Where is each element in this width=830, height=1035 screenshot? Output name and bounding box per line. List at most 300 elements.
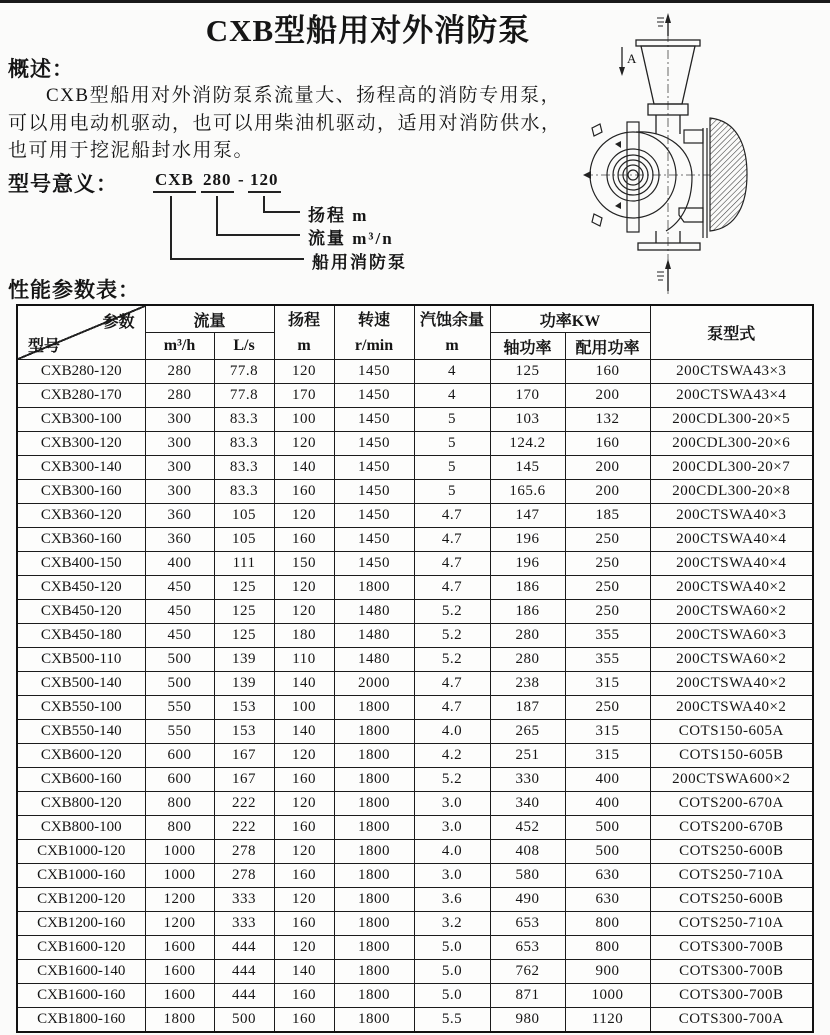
cell-flow-ls: 111 — [214, 552, 274, 576]
cell-rated-power: 315 — [565, 672, 650, 696]
cell-model: CXB1800-160 — [17, 1008, 145, 1033]
cell-head: 140 — [274, 960, 334, 984]
cell-flow-ls: 139 — [214, 648, 274, 672]
header-head-label: 扬程 — [288, 311, 321, 329]
cell-model: CXB1000-160 — [17, 864, 145, 888]
cell-shaft-power: 280 — [490, 648, 565, 672]
cell-pump-type: COTS300-700B — [650, 960, 813, 984]
volute-casing — [590, 122, 692, 232]
cell-flow-m3h: 300 — [145, 456, 214, 480]
cell-speed: 1800 — [334, 1008, 414, 1033]
table-row — [17, 864, 813, 888]
cell-head: 100 — [274, 408, 334, 432]
table-row — [17, 648, 813, 672]
cell-head: 120 — [274, 576, 334, 600]
cell-npsh: 4.7 — [414, 672, 490, 696]
cell-rated-power: 630 — [565, 888, 650, 912]
cell-shaft-power: 408 — [490, 840, 565, 864]
cell-rated-power: 1120 — [565, 1008, 650, 1033]
cell-flow-m3h: 1000 — [145, 864, 214, 888]
cell-rated-power: 500 — [565, 816, 650, 840]
cell-npsh: 3.0 — [414, 816, 490, 840]
cell-flow-ls: 125 — [214, 600, 274, 624]
cell-pump-type: COTS300-700B — [650, 936, 813, 960]
header-flow-m3h: m³/h — [145, 333, 214, 360]
cell-flow-m3h: 1800 — [145, 1008, 214, 1033]
cell-head: 140 — [274, 456, 334, 480]
table-row — [17, 600, 813, 624]
cell-head: 120 — [274, 840, 334, 864]
cell-shaft-power: 125 — [490, 360, 565, 384]
cell-pump-type: COTS200-670A — [650, 792, 813, 816]
cell-npsh: 5 — [414, 480, 490, 504]
cell-speed: 1450 — [334, 360, 414, 384]
model-code-separator: - — [238, 170, 245, 189]
table-row — [17, 768, 813, 792]
cell-shaft-power: 490 — [490, 888, 565, 912]
header-npsh-unit: m — [445, 336, 459, 354]
header-pump-type: 泵型式 — [650, 305, 813, 360]
outlet-arrow-icon — [657, 13, 671, 36]
table-row — [17, 744, 813, 768]
cell-npsh: 5.0 — [414, 960, 490, 984]
cell-flow-ls: 83.3 — [214, 480, 274, 504]
cell-rated-power: 250 — [565, 552, 650, 576]
cell-speed: 1800 — [334, 888, 414, 912]
cell-head: 140 — [274, 672, 334, 696]
pump-drawing — [570, 0, 830, 300]
cell-speed: 1800 — [334, 792, 414, 816]
cell-flow-ls: 500 — [214, 1008, 274, 1033]
label-marine-fire-pump: 船用消防泵 — [312, 253, 407, 272]
cell-npsh: 5.2 — [414, 600, 490, 624]
cell-model: CXB300-100 — [17, 408, 145, 432]
cell-flow-m3h: 450 — [145, 600, 214, 624]
cell-flow-ls: 153 — [214, 720, 274, 744]
cell-head: 170 — [274, 384, 334, 408]
label-flow-m3n: 流量 m³/n — [308, 229, 394, 248]
table-row — [17, 576, 813, 600]
cell-shaft-power: 340 — [490, 792, 565, 816]
cell-head: 120 — [274, 360, 334, 384]
cell-shaft-power: 186 — [490, 576, 565, 600]
overview-heading: 概述： — [8, 57, 74, 81]
cell-flow-ls: 125 — [214, 624, 274, 648]
cell-flow-ls: 278 — [214, 840, 274, 864]
cell-flow-m3h: 300 — [145, 480, 214, 504]
cell-speed: 1800 — [334, 720, 414, 744]
cell-head: 120 — [274, 888, 334, 912]
cell-rated-power: 315 — [565, 744, 650, 768]
cell-head: 160 — [274, 528, 334, 552]
cell-flow-m3h: 400 — [145, 552, 214, 576]
cell-rated-power: 250 — [565, 576, 650, 600]
cell-flow-m3h: 280 — [145, 360, 214, 384]
cell-model: CXB450-120 — [17, 600, 145, 624]
table-row — [17, 888, 813, 912]
cell-model: CXB600-120 — [17, 744, 145, 768]
cell-model: CXB1200-120 — [17, 888, 145, 912]
cell-shaft-power: 147 — [490, 504, 565, 528]
header-rated-power: 配用功率 — [565, 333, 650, 360]
table-body — [17, 360, 813, 1033]
cell-pump-type: 200CTSWA40×2 — [650, 576, 813, 600]
cell-flow-m3h: 450 — [145, 624, 214, 648]
cell-model: CXB1000-120 — [17, 840, 145, 864]
cell-model: CXB500-140 — [17, 672, 145, 696]
cell-pump-type: COTS200-670B — [650, 816, 813, 840]
cell-pump-type: 200CTSWA40×2 — [650, 696, 813, 720]
cell-npsh: 5 — [414, 456, 490, 480]
header-speed-label: 转速 — [358, 311, 391, 329]
cell-pump-type: 200CDL300-20×8 — [650, 480, 813, 504]
cell-rated-power: 250 — [565, 696, 650, 720]
section-a-label: A — [627, 51, 637, 66]
cell-flow-ls: 105 — [214, 504, 274, 528]
cell-shaft-power: 145 — [490, 456, 565, 480]
header-npsh — [414, 305, 490, 360]
cell-model: CXB280-120 — [17, 360, 145, 384]
cell-speed: 1800 — [334, 816, 414, 840]
cell-npsh: 3.2 — [414, 912, 490, 936]
cell-shaft-power: 186 — [490, 600, 565, 624]
cell-flow-m3h: 300 — [145, 408, 214, 432]
cell-pump-type: COTS300-700B — [650, 984, 813, 1008]
header-flow-ls: L/s — [214, 333, 274, 360]
cell-flow-ls: 333 — [214, 888, 274, 912]
cell-npsh: 4.0 — [414, 840, 490, 864]
header-row-1 — [17, 305, 813, 333]
cell-head: 160 — [274, 912, 334, 936]
cell-pump-type: 200CTSWA40×3 — [650, 504, 813, 528]
cell-flow-ls: 83.3 — [214, 432, 274, 456]
rotation-arrow-top — [615, 141, 621, 148]
cell-speed: 1450 — [334, 408, 414, 432]
cell-npsh: 4.0 — [414, 720, 490, 744]
cell-pump-type: COTS300-700A — [650, 1008, 813, 1033]
cell-speed: 1800 — [334, 576, 414, 600]
cell-flow-ls: 139 — [214, 672, 274, 696]
table-row — [17, 504, 813, 528]
cell-head: 160 — [274, 1008, 334, 1033]
cell-shaft-power: 980 — [490, 1008, 565, 1033]
overview-paragraph: CXB型船用对外消防泵系流量大、扬程高的消防专用泵，可以用电动机驱动，也可以用柴油机驱动，适用对消防供水，也可用于挖泥船封水用泵。 — [8, 85, 562, 161]
header-speed-unit: r/min — [354, 336, 394, 354]
cell-head: 160 — [274, 864, 334, 888]
cell-rated-power: 400 — [565, 792, 650, 816]
cell-npsh: 4.7 — [414, 696, 490, 720]
cell-rated-power: 355 — [565, 648, 650, 672]
model-code-head: 120 — [248, 170, 281, 193]
cell-rated-power: 200 — [565, 384, 650, 408]
cell-flow-m3h: 600 — [145, 768, 214, 792]
cell-head: 120 — [274, 504, 334, 528]
cell-pump-type: 200CTSWA60×3 — [650, 624, 813, 648]
header-param: 参数 — [102, 314, 135, 331]
table-row — [17, 384, 813, 408]
cell-flow-m3h: 360 — [145, 528, 214, 552]
cell-flow-m3h: 550 — [145, 720, 214, 744]
table-row — [17, 552, 813, 576]
cell-pump-type: COTS250-710A — [650, 864, 813, 888]
cell-flow-ls: 444 — [214, 984, 274, 1008]
table-row — [17, 840, 813, 864]
cell-rated-power: 200 — [565, 456, 650, 480]
cell-flow-m3h: 1600 — [145, 936, 214, 960]
cell-speed: 1450 — [334, 552, 414, 576]
cell-flow-ls: 105 — [214, 528, 274, 552]
cell-shaft-power: 103 — [490, 408, 565, 432]
cell-flow-m3h: 300 — [145, 432, 214, 456]
cell-speed: 1450 — [334, 528, 414, 552]
cell-head: 160 — [274, 816, 334, 840]
cell-flow-ls: 83.3 — [214, 408, 274, 432]
cell-head: 160 — [274, 768, 334, 792]
cell-flow-ls: 83.3 — [214, 456, 274, 480]
label-head-m: 扬程 m — [308, 206, 369, 225]
cell-rated-power: 630 — [565, 864, 650, 888]
cell-speed: 1800 — [334, 984, 414, 1008]
cell-speed: 1800 — [334, 744, 414, 768]
cell-pump-type: 200CTSWA60×2 — [650, 600, 813, 624]
cell-shaft-power: 238 — [490, 672, 565, 696]
cell-shaft-power: 187 — [490, 696, 565, 720]
performance-table-heading: 性能参数表： — [8, 278, 140, 302]
cell-npsh: 4.7 — [414, 504, 490, 528]
cell-flow-ls: 444 — [214, 960, 274, 984]
cell-head: 140 — [274, 720, 334, 744]
cell-shaft-power: 170 — [490, 384, 565, 408]
cell-npsh: 4.7 — [414, 552, 490, 576]
cell-flow-m3h: 500 — [145, 672, 214, 696]
cell-rated-power: 132 — [565, 408, 650, 432]
cell-shaft-power: 871 — [490, 984, 565, 1008]
cell-speed: 1800 — [334, 696, 414, 720]
cell-model: CXB450-180 — [17, 624, 145, 648]
header-power-group: 功率KW — [490, 305, 650, 333]
cell-rated-power: 200 — [565, 480, 650, 504]
cell-speed: 1800 — [334, 960, 414, 984]
table-row — [17, 720, 813, 744]
cell-shaft-power: 165.6 — [490, 480, 565, 504]
cell-shaft-power: 452 — [490, 816, 565, 840]
table-row — [17, 456, 813, 480]
cell-speed: 1800 — [334, 912, 414, 936]
cell-flow-ls: 167 — [214, 768, 274, 792]
cell-pump-type: 200CDL300-20×7 — [650, 456, 813, 480]
cell-flow-ls: 222 — [214, 816, 274, 840]
cell-npsh: 5.2 — [414, 768, 490, 792]
cell-shaft-power: 653 — [490, 936, 565, 960]
cell-rated-power: 800 — [565, 912, 650, 936]
cell-pump-type: COTS250-710A — [650, 912, 813, 936]
cell-shaft-power: 653 — [490, 912, 565, 936]
cell-flow-ls: 167 — [214, 744, 274, 768]
cell-head: 150 — [274, 552, 334, 576]
cell-model: CXB300-160 — [17, 480, 145, 504]
cell-pump-type: 200CTSWA40×4 — [650, 528, 813, 552]
page-title: CXB型船用对外消防泵 — [205, 13, 531, 48]
cell-shaft-power: 265 — [490, 720, 565, 744]
cell-shaft-power: 762 — [490, 960, 565, 984]
cell-pump-type: COTS150-605A — [650, 720, 813, 744]
inlet-arrow-icon — [657, 259, 671, 291]
cell-speed: 1450 — [334, 480, 414, 504]
cell-flow-m3h: 800 — [145, 792, 214, 816]
cell-model: CXB1200-160 — [17, 912, 145, 936]
cell-flow-ls: 278 — [214, 864, 274, 888]
cell-flow-m3h: 1600 — [145, 960, 214, 984]
cell-npsh: 4.7 — [414, 576, 490, 600]
cell-npsh: 5.0 — [414, 936, 490, 960]
table-row — [17, 672, 813, 696]
table-row — [17, 624, 813, 648]
cell-npsh: 5.2 — [414, 648, 490, 672]
table-row — [17, 480, 813, 504]
cell-rated-power: 315 — [565, 720, 650, 744]
cell-rated-power: 250 — [565, 600, 650, 624]
cell-model: CXB300-120 — [17, 432, 145, 456]
cell-rated-power: 250 — [565, 528, 650, 552]
cell-shaft-power: 330 — [490, 768, 565, 792]
cell-speed: 1480 — [334, 624, 414, 648]
table-row — [17, 984, 813, 1008]
model-code-series: CXB — [153, 170, 196, 193]
cell-speed: 2000 — [334, 672, 414, 696]
cell-model: CXB1600-160 — [17, 984, 145, 1008]
cell-rated-power: 355 — [565, 624, 650, 648]
header-head — [274, 305, 334, 360]
cell-flow-ls: 77.8 — [214, 360, 274, 384]
cell-model: CXB800-120 — [17, 792, 145, 816]
cell-speed: 1800 — [334, 840, 414, 864]
cell-speed: 1800 — [334, 936, 414, 960]
cell-speed: 1450 — [334, 432, 414, 456]
table-row — [17, 912, 813, 936]
cell-model: CXB550-100 — [17, 696, 145, 720]
table-row — [17, 816, 813, 840]
cell-flow-m3h: 550 — [145, 696, 214, 720]
cell-flow-ls: 222 — [214, 792, 274, 816]
cell-model: CXB360-120 — [17, 504, 145, 528]
cell-pump-type: 200CTSWA43×3 — [650, 360, 813, 384]
corner-cell — [17, 305, 145, 360]
header-npsh-label: 汽蚀余量 — [420, 311, 485, 329]
cell-flow-m3h: 500 — [145, 648, 214, 672]
cell-flow-ls: 153 — [214, 696, 274, 720]
header-head-unit: m — [297, 336, 311, 354]
cell-head: 120 — [274, 432, 334, 456]
cell-flow-ls: 77.8 — [214, 384, 274, 408]
cell-flow-m3h: 1200 — [145, 912, 214, 936]
cell-flow-m3h: 450 — [145, 576, 214, 600]
cell-model: CXB280-170 — [17, 384, 145, 408]
table-row — [17, 792, 813, 816]
model-code-flow: 280 — [201, 170, 234, 193]
cell-flow-ls: 444 — [214, 936, 274, 960]
cell-head: 110 — [274, 648, 334, 672]
table-row — [17, 432, 813, 456]
table-row — [17, 936, 813, 960]
cell-npsh: 4 — [414, 384, 490, 408]
cell-pump-type: 200CTSWA60×2 — [650, 648, 813, 672]
cell-npsh: 5 — [414, 408, 490, 432]
cell-flow-m3h: 1600 — [145, 984, 214, 1008]
cell-model: CXB550-140 — [17, 720, 145, 744]
table-row — [17, 1008, 813, 1033]
header-speed — [334, 305, 414, 360]
cell-npsh: 5.0 — [414, 984, 490, 1008]
model-meaning-heading: 型号意义： — [8, 172, 118, 196]
cell-model: CXB360-160 — [17, 528, 145, 552]
cell-rated-power: 160 — [565, 360, 650, 384]
cell-shaft-power: 196 — [490, 552, 565, 576]
header-model: 型号 — [28, 338, 61, 355]
cell-model: CXB600-160 — [17, 768, 145, 792]
cell-pump-type: COTS150-605B — [650, 744, 813, 768]
mounting-plate — [679, 128, 707, 238]
header-shaft-power: 轴功率 — [490, 333, 565, 360]
header-flow-group: 流量 — [145, 305, 274, 333]
cell-rated-power: 900 — [565, 960, 650, 984]
cell-model: CXB450-120 — [17, 576, 145, 600]
cell-model: CXB800-100 — [17, 816, 145, 840]
rotation-arrow-bottom — [615, 202, 621, 209]
cell-head: 160 — [274, 480, 334, 504]
cell-rated-power: 400 — [565, 768, 650, 792]
cell-pump-type: 200CDL300-20×5 — [650, 408, 813, 432]
cell-head: 180 — [274, 624, 334, 648]
cell-npsh: 3.0 — [414, 792, 490, 816]
cell-model: CXB400-150 — [17, 552, 145, 576]
cell-head: 120 — [274, 744, 334, 768]
table-row — [17, 960, 813, 984]
cell-head: 100 — [274, 696, 334, 720]
cell-shaft-power: 580 — [490, 864, 565, 888]
suction-flange — [638, 231, 700, 250]
cell-model: CXB1600-140 — [17, 960, 145, 984]
cell-pump-type: COTS250-600B — [650, 840, 813, 864]
cell-shaft-power: 251 — [490, 744, 565, 768]
cell-speed: 1800 — [334, 768, 414, 792]
cell-flow-m3h: 600 — [145, 744, 214, 768]
cell-head: 120 — [274, 792, 334, 816]
cell-shaft-power: 124.2 — [490, 432, 565, 456]
cell-rated-power: 160 — [565, 432, 650, 456]
cell-npsh: 4.7 — [414, 528, 490, 552]
cell-npsh: 5.2 — [414, 624, 490, 648]
cell-npsh: 3.0 — [414, 864, 490, 888]
cell-npsh: 4.2 — [414, 744, 490, 768]
cell-head: 160 — [274, 984, 334, 1008]
cell-flow-m3h: 800 — [145, 816, 214, 840]
cell-pump-type: 200CTSWA43×4 — [650, 384, 813, 408]
cell-model: CXB1600-120 — [17, 936, 145, 960]
cell-rated-power: 185 — [565, 504, 650, 528]
table-row — [17, 360, 813, 384]
cell-pump-type: 200CTSWA600×2 — [650, 768, 813, 792]
hatched-dome — [710, 118, 747, 231]
cell-pump-type: 200CTSWA40×2 — [650, 672, 813, 696]
cell-flow-m3h: 1000 — [145, 840, 214, 864]
performance-table — [16, 304, 814, 1033]
cell-pump-type: 200CDL300-20×6 — [650, 432, 813, 456]
cell-speed: 1450 — [334, 456, 414, 480]
cell-head: 120 — [274, 936, 334, 960]
left-arrowhead — [583, 171, 591, 179]
cell-pump-type: 200CTSWA40×4 — [650, 552, 813, 576]
cell-flow-ls: 125 — [214, 576, 274, 600]
